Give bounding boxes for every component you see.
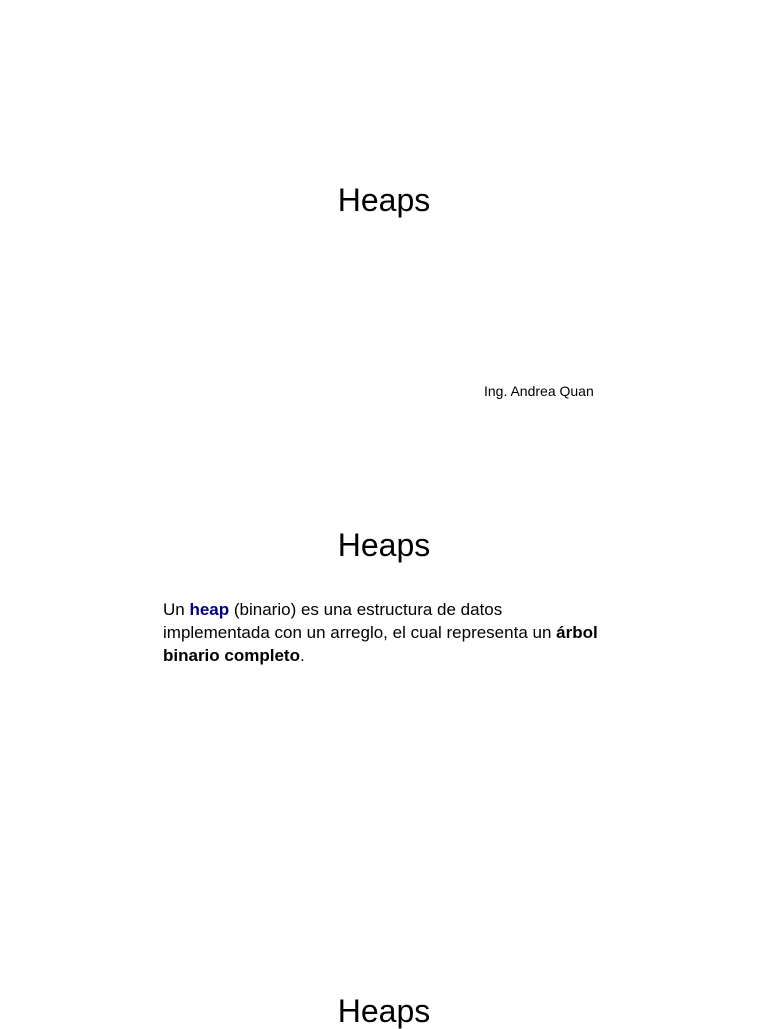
heap-definition [163, 598, 603, 667]
definition-part-3: . [299, 646, 305, 665]
author-name: Ing. Andrea Quan [484, 383, 594, 399]
definition-part-1: Un [163, 600, 190, 619]
slide-2-title: Heaps [337, 527, 431, 563]
slide-3-title: Heaps [337, 993, 431, 1029]
definition-part-2: (binario) es una estructura de datos implementada con un arreglo, el cual representa un [163, 600, 557, 642]
slide-1-title: Heaps [337, 182, 431, 218]
term-complete-binary-tree: árbol binario completo [163, 623, 598, 665]
term-heap: heap [189, 600, 230, 619]
